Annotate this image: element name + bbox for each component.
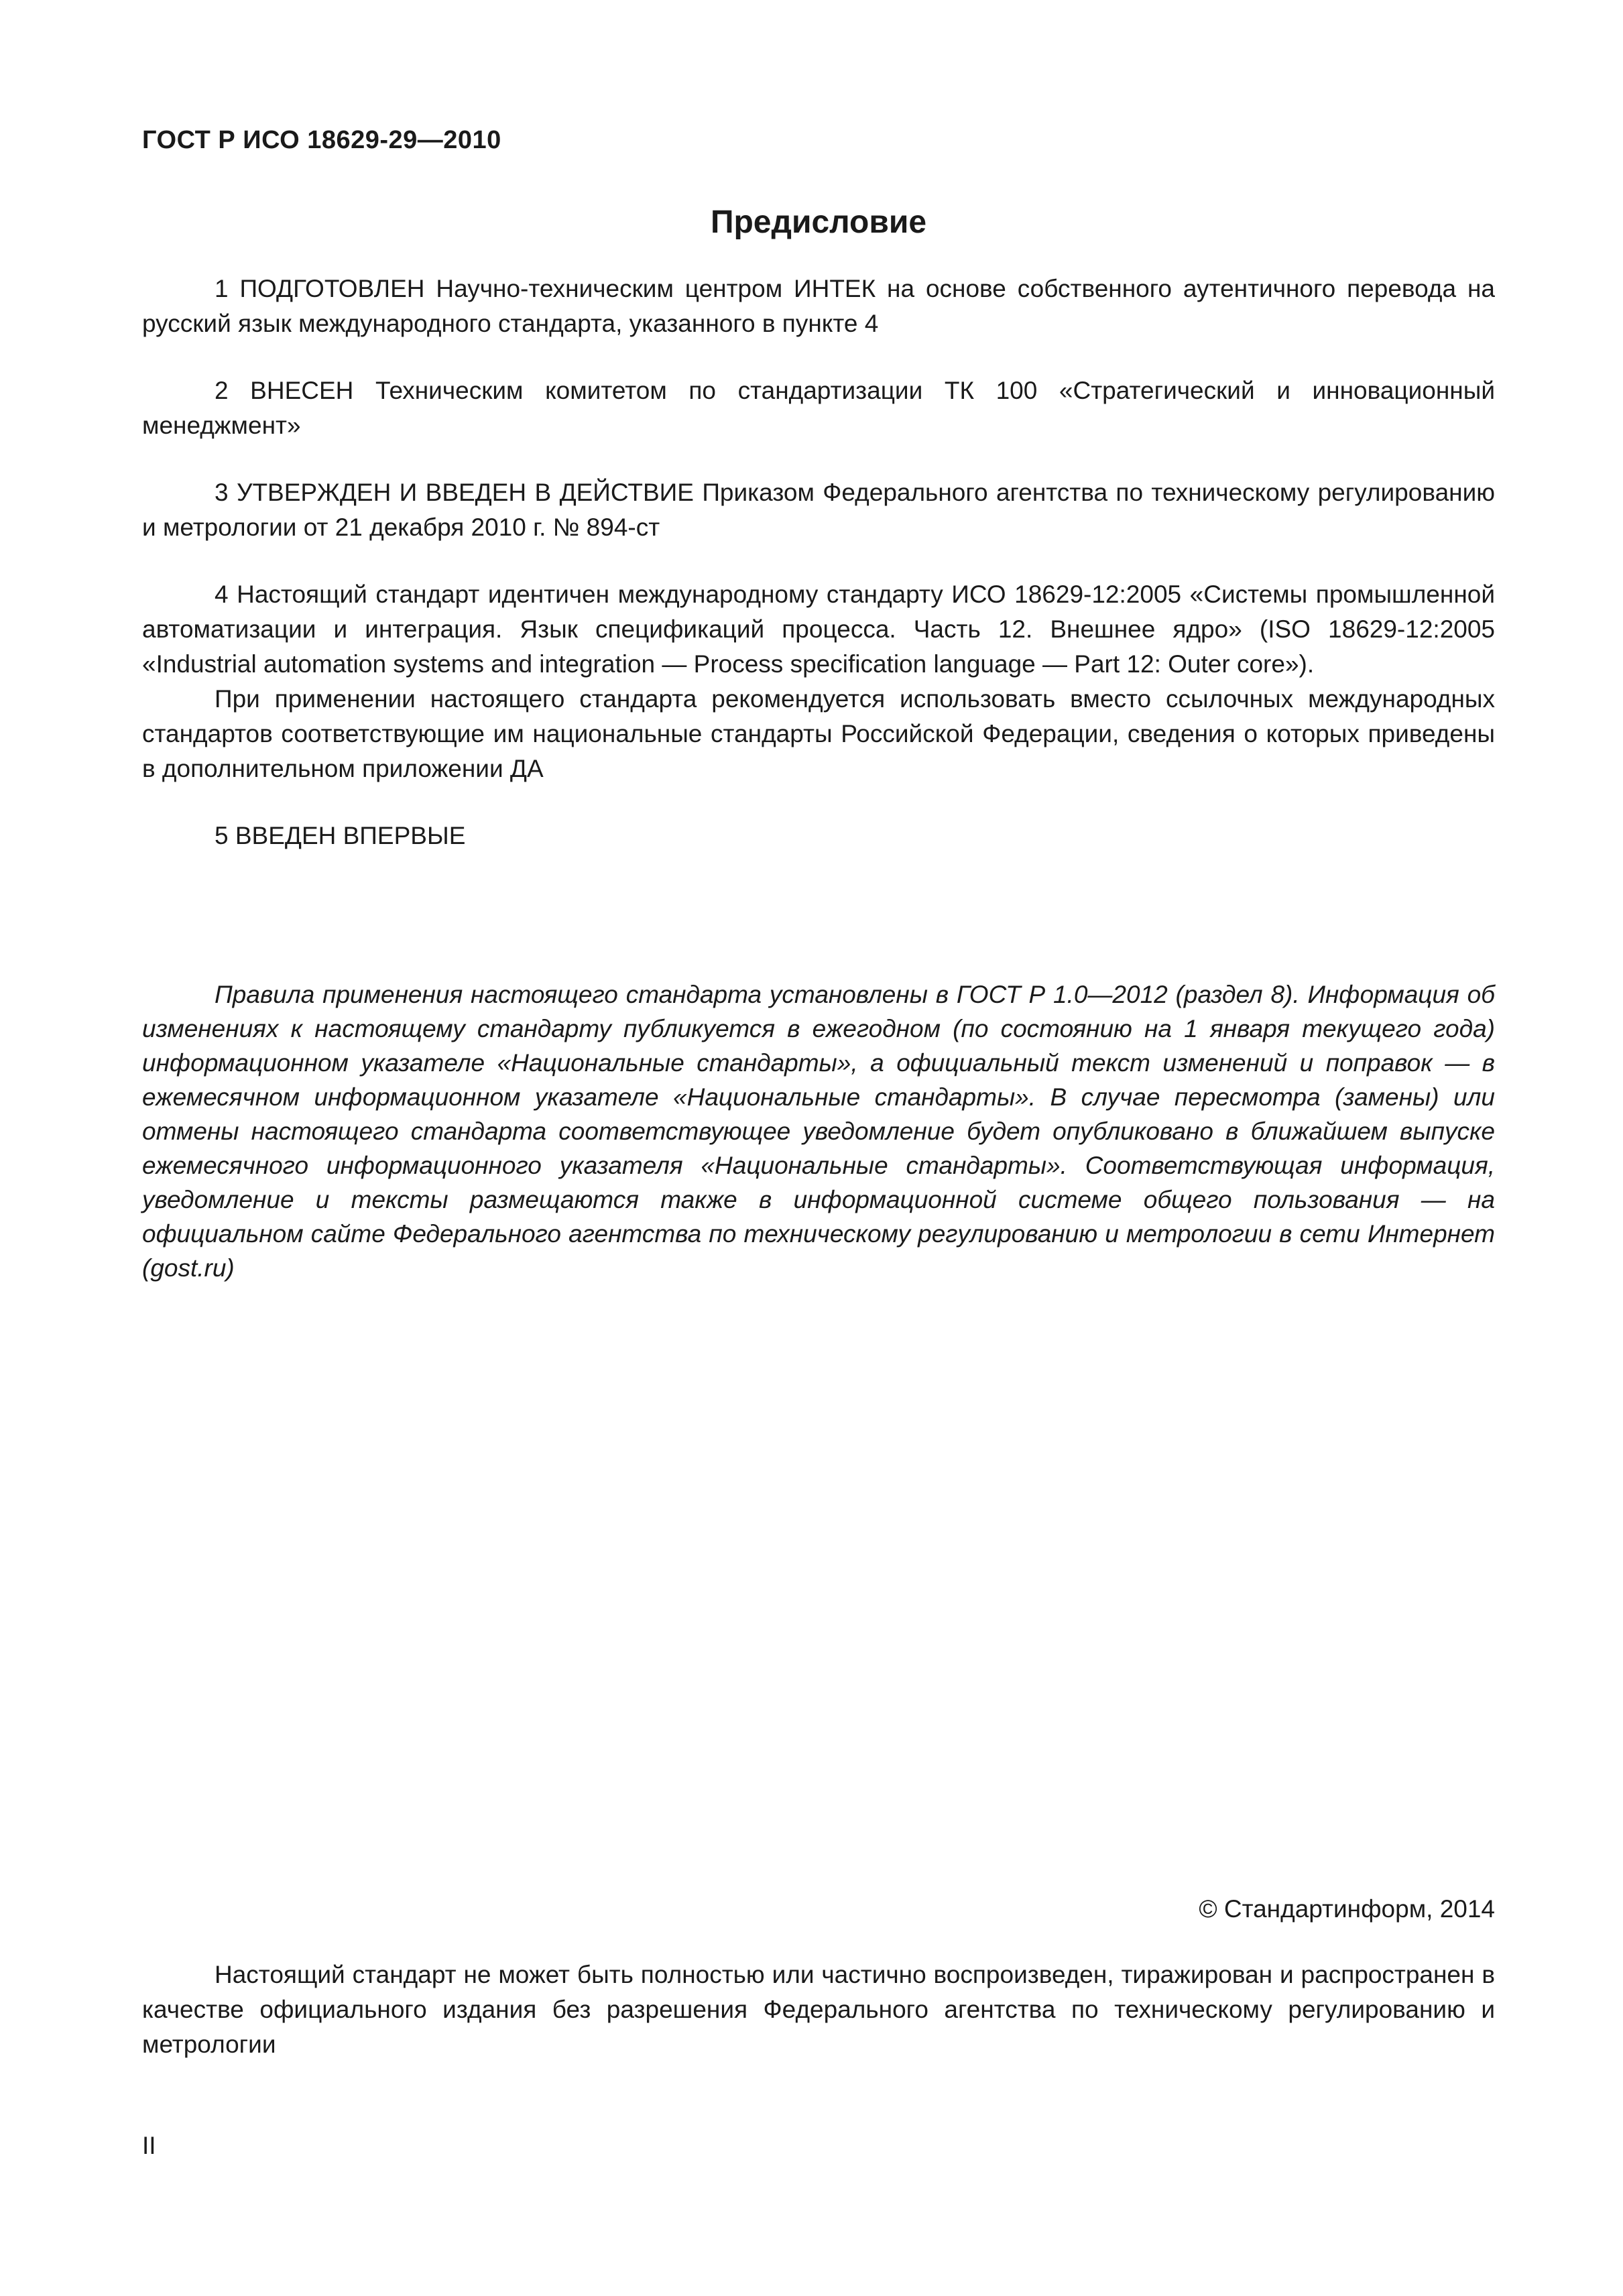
section-1-prepared: 1 ПОДГОТОВЛЕН Научно-техническим центром ИНТЕК на основе собственного аутентичного перевода на русский язык международного стандарта, указанного в пункте 4 [142, 275, 1495, 337]
section-4-note: При применении настоящего стандарта рекомендуется использовать вместо ссылочных международных стандартов соответствующие им национальные стандарты Российской Федерации, сведения о которых приведены в дополнительном приложении ДА [142, 685, 1495, 782]
section-4-identical: 4 Настоящий стандарт идентичен международному стандарту ИСО 18629-12:2005 «Системы промышленной автоматизации и интеграция. Язык спецификаций процесса. Часть 12. Внешнее ядро» (ISO 18629-12:2005 «Industrial automation systems and integration — Process specification language — Part 12: Outer core»). [142, 581, 1495, 678]
section-3-approved: 3 УТВЕРЖДЕН И ВВЕДЕН В ДЕЙСТВИЕ Приказом Федерального агентства по техническому регулированию и метрологии от 21 декабря 2010 г. № 894-ст [142, 479, 1495, 541]
page-number: II [142, 2132, 156, 2159]
application-rules-block [142, 977, 1495, 1285]
section-5-introduced: 5 ВВЕДЕН ВПЕРВЫЕ [215, 822, 466, 849]
reproduction-notice-text: Настоящий стандарт не может быть полностью или частично воспроизведен, тиражирован и распространен в качестве официального издания без разрешения Федерального агентства по техническому регулированию и метрологии [142, 1961, 1495, 2058]
foreword-sections [142, 271, 1495, 853]
document-code: ГОСТ Р ИСО 18629-29—2010 [142, 126, 501, 154]
page-title: Предисловие [710, 204, 927, 240]
reproduction-notice [142, 1957, 1495, 2062]
copyright-line: © Стандартинформ, 2014 [1199, 1895, 1495, 1923]
section-2-submitted: 2 ВНЕСЕН Техническим комитетом по стандартизации ТК 100 «Стратегический и инновационный менеджмент» [142, 377, 1495, 439]
application-rules-text: Правила применения настоящего стандарта установлены в ГОСТ Р 1.0—2012 (раздел 8). Информация об изменениях к настоящему стандарту публикуется в ежегодном (по состоянию на 1 января текущего года) информационном указателе «Национальные стандарты», а официальный текст изменений и поправок — в ежемесячном информационном указателе «Национальные стандарты». В случае пересмотра (замены) или отмены настоящего стандарта соответствующее уведомление будет опубликовано в ближайшем выпуске ежемесячного информационного указателя «Национальные стандарты». Соответствующая информация, уведомление и тексты размещаются также в информационной системе общего пользования — на официальном сайте Федерального агентства по техническому регулированию и метрологии в сети Интернет (gost.ru) [142, 981, 1495, 1282]
